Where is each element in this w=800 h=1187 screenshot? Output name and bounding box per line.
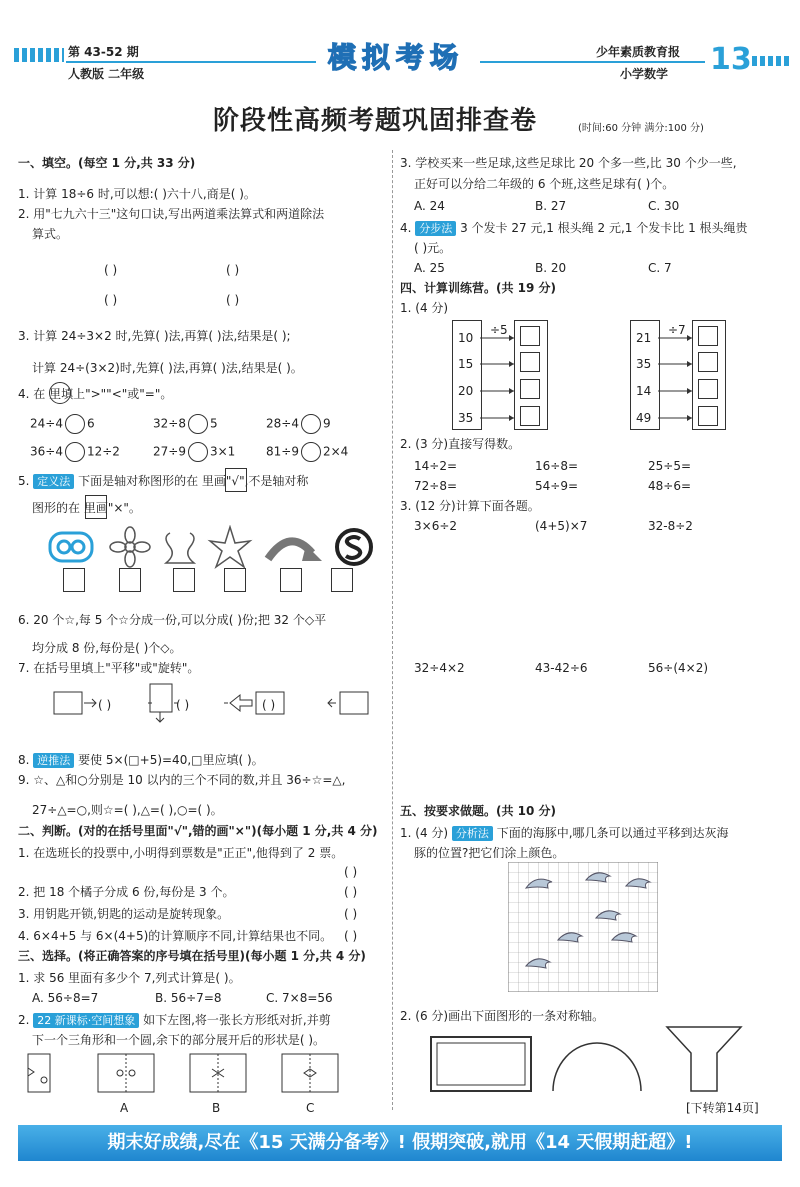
choice-label-c: C (306, 1101, 315, 1115)
question-1: 1. 计算 18÷6 时,可以想:( )六十八,商是( )。 (18, 187, 256, 201)
section-1-title: 一、填空。(每空 1 分,共 33 分) (18, 156, 196, 170)
dolphin-grid (508, 862, 658, 992)
machine-output[interactable] (520, 352, 540, 372)
swans-icon (166, 533, 194, 563)
machine-output[interactable] (698, 352, 718, 372)
compare-circle (49, 382, 71, 404)
task-1-cont: 豚的位置?把它们涂上颜色。 (414, 846, 565, 860)
method-tag: 分析法 (452, 826, 493, 841)
question-5-cont: 图形的在 里画"×"。 (32, 501, 141, 515)
s-logo-icon (337, 530, 371, 564)
machine-input: 21 (636, 331, 652, 345)
compare-circle[interactable] (301, 414, 321, 434)
machine-input: 49 (636, 411, 652, 425)
option: A. 56÷8=7 (32, 991, 99, 1005)
issue-label: 第 43-52 期 (68, 45, 139, 59)
judge-4: 4. 6×4+5 与 6×(4+5)的计算顺序不同,计算结果也不同。 (18, 929, 333, 943)
answer-box[interactable] (119, 568, 141, 592)
machine-input: 35 (636, 357, 652, 371)
section-5-title: 五、按要求做题。(共 10 分) (400, 804, 557, 818)
machine-output[interactable] (698, 326, 718, 346)
exam-info: (时间:60 分钟 满分:100 分) (578, 123, 704, 134)
choice-1: 1. 求 56 里面有多少个 7,列式计算是( )。 (18, 971, 241, 985)
compare-circle[interactable] (188, 414, 208, 434)
compare-circle[interactable] (65, 442, 85, 462)
page-number: 13 (710, 42, 752, 77)
edition-label: 人教版 二年级 (68, 67, 145, 81)
choice-label-a: A (120, 1101, 129, 1115)
judge-2: 2. 把 18 个橘子分成 6 份,每份是 3 个。 (18, 885, 235, 899)
answer-box (85, 495, 107, 519)
footer-text: 期末好成绩,尽在《15 天满分备考》! 假期突破,就用《14 天假期赶超》! (107, 1132, 693, 1153)
question-4-right-cont: ( )元。 (414, 241, 452, 255)
calc-item: 56÷(4×2) (648, 661, 709, 675)
calc-item: 32÷4×2 (414, 661, 465, 675)
cut-paper-figures (20, 1050, 360, 1100)
calc-item: 43-42÷6 (535, 661, 588, 675)
choice-label-b: B (212, 1101, 221, 1115)
choice-2: 2. 22 新课标·空间想象 如下左图,将一张长方形纸对折,并剪 (18, 1013, 331, 1027)
answer-blank[interactable]: ( ) (104, 293, 118, 307)
option: C. 7×8=56 (266, 991, 333, 1005)
compare-item: 81÷9 2×4 (266, 442, 348, 462)
choice-2-cont: 下一个三角形和一个圆,余下的部分展开后的形状是( )。 (32, 1033, 325, 1047)
option: C. 30 (648, 199, 680, 213)
question-3-right-cont: 正好可以分给二年级的 6 个班,这些足球有( )个。 (414, 177, 675, 191)
knot-icon (50, 533, 92, 561)
question-3-right: 3. 学校买来一些足球,这些足球比 20 个多一些,比 30 个少一些, (400, 156, 737, 170)
question-9-cont: 27÷△=○,则☆=( ),△=( ),○=( )。 (32, 803, 223, 817)
judge-paren[interactable]: ( ) (344, 865, 358, 879)
machine-output[interactable] (698, 379, 718, 399)
option: A. 25 (414, 261, 445, 275)
judge-paren[interactable]: ( ) (344, 885, 358, 899)
judge-3: 3. 用钥匙开锁,钥匙的运动是旋转现象。 (18, 907, 230, 921)
star-flower-icon (210, 527, 250, 567)
header-stripes (14, 48, 64, 62)
option: C. 7 (648, 261, 672, 275)
answer-box[interactable] (224, 568, 246, 592)
arrow-icon (268, 541, 322, 561)
compare-circle[interactable] (65, 414, 85, 434)
answer-blank[interactable]: ( ) (226, 263, 240, 277)
option: B. 20 (535, 261, 567, 275)
method-tag: 分步法 (415, 221, 456, 236)
machine-output[interactable] (520, 406, 540, 426)
calc-machine-2 (630, 320, 726, 430)
calc-item: 32-8÷2 (648, 519, 693, 533)
machine-input: 20 (458, 384, 474, 398)
oral-item: 48÷6= (648, 479, 692, 493)
part-3: 3. (12 分)计算下面各题。 (400, 499, 540, 513)
calc-item: (4+5)×7 (535, 519, 588, 533)
header-rule (66, 61, 316, 63)
flower-icon (110, 527, 150, 567)
transform-blank[interactable]: ( ) (262, 698, 276, 712)
section-3-title: 三、选择。(将正确答案的序号填在括号里)(每小题 1 分,共 4 分) (18, 949, 366, 963)
question-2: 2. 用"七九六十三"这句口诀,写出两道乘法算式和两道除法 (18, 207, 325, 221)
answer-blank[interactable]: ( ) (104, 263, 118, 277)
question-3: 3. 计算 24÷3×2 时,先算( )法,再算( )法,结果是( ); (18, 329, 291, 343)
symmetry-axis-shapes (425, 1025, 750, 1095)
answer-box[interactable] (280, 568, 302, 592)
oral-item: 14÷2= (414, 459, 458, 473)
task-2: 2. (6 分)画出下面图形的一条对称轴。 (400, 1009, 605, 1023)
compare-circle[interactable] (188, 442, 208, 462)
machine-input: 35 (458, 411, 474, 425)
logo-text: 模拟考场 (327, 41, 464, 74)
machine-op: ÷7 (668, 323, 686, 337)
answer-box[interactable] (63, 568, 85, 592)
section-4-title: 四、计算训练营。(共 19 分) (400, 281, 557, 295)
machine-output[interactable] (520, 379, 540, 399)
header-right-stripes (752, 56, 792, 66)
method-tag: 定义法 (33, 474, 74, 489)
compare-circle[interactable] (301, 442, 321, 462)
oral-item: 72÷8= (414, 479, 458, 493)
question-4: 4. 在 里填上">""<"或"="。 (18, 387, 173, 401)
part-1: 1. (4 分) (400, 301, 449, 315)
logo (316, 40, 476, 76)
compare-item: 27÷9 3×1 (153, 442, 235, 462)
machine-input: 10 (458, 331, 474, 345)
judge-paren[interactable]: ( ) (344, 907, 358, 921)
question-8: 8. 逆推法 要使 5×(□+5)=40,□里应填( )。 (18, 753, 264, 767)
task-1: 1. (4 分) 分析法 下面的海豚中,哪几条可以通过平移到达灰海 (400, 826, 729, 840)
question-4-right: 4. 分步法 3 个发卡 27 元,1 根头绳 2 元,1 个发卡比 1 根头绳贵 (400, 221, 748, 235)
oral-item: 54÷9= (535, 479, 579, 493)
question-2-cont: 算式。 (32, 227, 69, 241)
answer-box[interactable] (331, 568, 353, 592)
machine-output[interactable] (520, 326, 540, 346)
machine-input: 14 (636, 384, 652, 398)
transform-blank[interactable]: ( ) (176, 698, 190, 712)
method-tag: 22 新课标·空间想象 (33, 1013, 139, 1028)
answer-box (225, 468, 247, 492)
calc-item: 3×6÷2 (414, 519, 458, 533)
calc-machine-1 (452, 320, 548, 430)
oral-item: 16÷8= (535, 459, 579, 473)
question-9: 9. ☆、△和○分别是 10 以内的三个不同的数,并且 36÷☆=△, (18, 773, 346, 787)
header-rule-right (480, 61, 705, 63)
judge-paren[interactable]: ( ) (344, 929, 358, 943)
question-6: 6. 20 个☆,每 5 个☆分成一份,可以分成( )份;把 32 个◇平 (18, 613, 327, 627)
compare-item: 36÷4 12÷2 (30, 442, 120, 462)
method-tag: 逆推法 (33, 753, 74, 768)
answer-blank[interactable]: ( ) (226, 293, 240, 307)
continued-note: [下转第14页] (686, 1101, 759, 1115)
compare-item: 28÷4 9 (266, 414, 331, 434)
option: B. 56÷7=8 (155, 991, 222, 1005)
question-7: 7. 在括号里填上"平移"或"旋转"。 (18, 661, 200, 675)
part-2: 2. (3 分)直接写得数。 (400, 437, 521, 451)
compare-item: 24÷4 6 (30, 414, 95, 434)
transform-blank[interactable]: ( ) (98, 698, 112, 712)
footer-banner (18, 1125, 782, 1161)
question-5: 5. 定义法 下面是轴对称图形的在 里画"√",不是轴对称 (18, 474, 309, 488)
compare-item: 32÷8 5 (153, 414, 218, 434)
symmetry-figures (40, 525, 380, 570)
column-divider (392, 150, 393, 1110)
machine-input: 15 (458, 357, 474, 371)
question-3-cont: 计算 24÷(3×2)时,先算( )法,再算( )法,结果是( )。 (32, 361, 303, 375)
oral-item: 25÷5= (648, 459, 692, 473)
machine-op: ÷5 (490, 323, 508, 337)
question-6-cont: 均分成 8 份,每份是( )个◇。 (32, 641, 182, 655)
subject-label: 小学数学 (620, 67, 669, 81)
option: A. 24 (414, 199, 445, 213)
page-title: 阶段性高频考题巩固排查卷 (213, 106, 538, 136)
option: B. 27 (535, 199, 567, 213)
paper-name: 少年素质教育报 (596, 45, 681, 59)
answer-box[interactable] (173, 568, 195, 592)
machine-output[interactable] (698, 406, 718, 426)
section-2-title: 二、判断。(对的在括号里面"√",错的画"×")(每小题 1 分,共 4 分) (18, 824, 378, 838)
judge-1: 1. 在选班长的投票中,小明得到票数是"正正",他得到了 2 票。 (18, 846, 344, 860)
